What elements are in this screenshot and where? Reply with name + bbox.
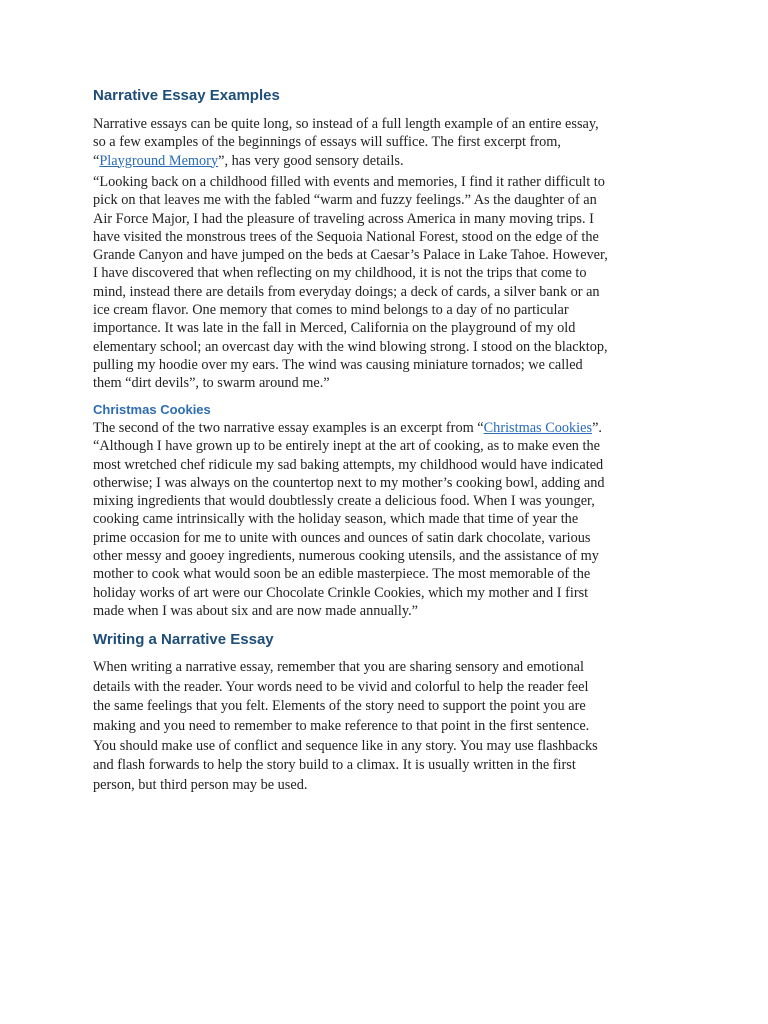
playground-memory-link[interactable]: Playground Memory [99, 152, 219, 169]
text-line: them “dirt devils”, to swarm around me.” [93, 375, 330, 392]
text-line: mind, instead there are details from everyday doings; a deck of cards, a silver bank or an [93, 283, 600, 300]
playground-excerpt [93, 173, 608, 393]
text-line: I have discovered that when reflecting on my childhood, it is not the trips that come to [93, 265, 587, 282]
text-line: pick on that leaves me with the fabled “warm and fuzzy feelings.” As the daughter of an [93, 192, 597, 209]
text-line: You should make use of conflict and sequence like in any story. You may use flashbacks [93, 737, 598, 754]
text-fragment: ”, has very good sensory details. [218, 152, 404, 169]
text-line [93, 419, 605, 437]
text-line: have visited the monstrous trees of the Sequoia National Forest, stood on the edge of the [93, 228, 599, 245]
text-line: “Although I have grown up to be entirely inept at the art of cooking, as to make even the [93, 438, 600, 455]
text-line: Air Force Major, I had the pleasure of traveling across America in many moving trips. I [93, 210, 594, 227]
writing-paragraph [93, 658, 598, 796]
text-line: made when I was about six and are now made annually.” [93, 602, 419, 619]
heading-writing-a-narrative-essay: Writing a Narrative Essay [93, 631, 274, 648]
text-line: mixing ingredients that would doubtlessly create a delicious food. When I was younger, [93, 493, 595, 510]
text-line: so a few examples of the beginnings of essays will suffice. The first excerpt from, [93, 134, 561, 151]
text-line: the same feelings that you felt. Elements of the story need to support the point you are [93, 698, 586, 715]
text-line: other messy and gooey ingredients, numerous cooking utensils, and the assistance of my [93, 548, 599, 565]
text-line: otherwise; I was always on the countertop next to my mother’s cooking bowl, adding and [93, 474, 605, 491]
heading-narrative-essay-examples: Narrative Essay Examples [93, 87, 280, 104]
text-line: “Looking back on a childhood filled with events and memories, I find it rather difficult to [93, 174, 605, 190]
text-line: When writing a narrative essay, remember that you are sharing sensory and emotional [93, 659, 584, 675]
text-line: holiday works of art were our Chocolate Crinkle Cookies, which my mother and I first [93, 584, 589, 601]
text-line [93, 152, 599, 170]
christmas-cookies-link[interactable]: Christmas Cookies [483, 420, 593, 436]
heading-christmas-cookies: Christmas Cookies [93, 402, 211, 417]
text-line: importance. It was late in the fall in Merced, California on the playground of my old [93, 320, 576, 337]
text-line: pulling my hoodie over my ears. The wind was causing miniature tornados; we called [93, 356, 583, 373]
text-line: ice cream flavor. One memory that comes to mind belongs to a day of no particular [93, 302, 569, 319]
text-fragment: ”. [592, 420, 602, 436]
text-line: elementary school; an overcast day with the wind blowing strong. I stood on the blacktop, [93, 338, 608, 355]
text-line: person, but third person may be used. [93, 777, 308, 794]
intro-paragraph [93, 115, 599, 170]
text-line: Grande Canyon and have jumped on the beds at Caesar’s Palace in Lake Tahoe. However, [93, 247, 608, 264]
cookies-excerpt [93, 419, 605, 620]
text-line: prime occasion for me to unite with ounces and ounces of satin dark chocolate, various [93, 529, 591, 546]
text-line: Narrative essays can be quite long, so instead of a full length example of an entire essay, [93, 116, 599, 132]
text-line: making and you need to remember to make reference to that point in the first sentence. [93, 718, 590, 735]
text-line: most wretched chef ridicule my sad baking attempts, my childhood would have indicated [93, 456, 604, 473]
text-line: mother to cook what would soon be an edible masterpiece. The most memorable of the [93, 566, 591, 583]
text-fragment: The second of the two narrative essay examples is an excerpt from “ [93, 420, 484, 436]
open-quote: “ [93, 152, 100, 169]
text-line: and flash forwards to help the story build to a climax. It is usually written in the first [93, 757, 576, 774]
text-line: details with the reader. Your words need to be vivid and colorful to help the reader feel [93, 678, 589, 695]
text-line: cooking came intrinsically with the holiday season, which made that time of year the [93, 511, 579, 528]
